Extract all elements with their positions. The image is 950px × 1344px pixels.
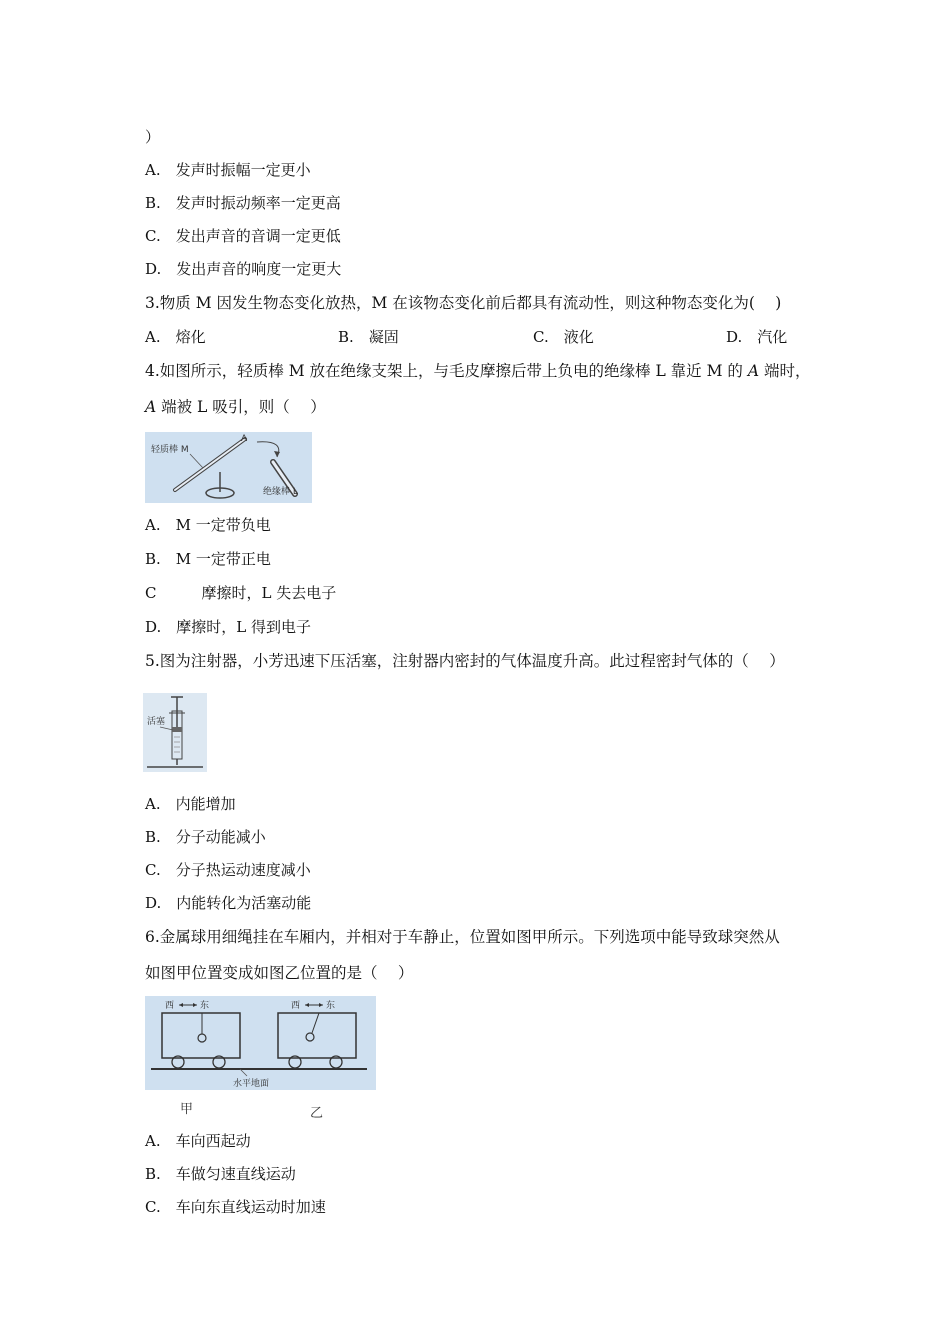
- q4-stem-1-post: 端时，: [759, 362, 811, 380]
- q4-option-b: B. M 一定带正电: [145, 550, 271, 568]
- q4-stem-2-post: 端被 L 吸引，则（ ）: [156, 398, 326, 416]
- q4-stem-line-1: [145, 361, 810, 381]
- q4-figure-label-l: [263, 485, 298, 497]
- q5-stem: 5.图为注射器，小芳迅速下压活塞，注射器内密封的气体温度升高。此过程密封气体的（ ）: [145, 652, 785, 670]
- q4-figure-label-m: [151, 443, 189, 455]
- svg-text:活塞: 活塞: [147, 717, 166, 727]
- q2-option-b: B. 发声时振动频率一定更高: [145, 194, 341, 212]
- q5-option-d: D. 内能转化为活塞动能: [145, 894, 312, 912]
- q5-figure-label-piston: [147, 715, 165, 727]
- svg-text:A: A: [241, 434, 248, 444]
- q6-stem-line-1: 6.金属球用细绳挂在车厢内，并相对于车静止，位置如图甲所示。下列选项中能导致球突然从: [145, 928, 780, 946]
- q6-option-c: C. 车向东直线运动时加速: [145, 1198, 326, 1216]
- svg-text:东: 东: [200, 1001, 210, 1011]
- q4-option-a: A. M 一定带负电: [145, 516, 271, 534]
- q6-figure-west-label-jia: [165, 1000, 174, 1011]
- q4-figure-label-a: [241, 434, 248, 444]
- q3-option-a: A. 熔化: [145, 328, 206, 346]
- q6-stem-line-2: 如图甲位置变成如图乙位置的是（ ）: [145, 964, 414, 982]
- svg-text:绝缘棒 L: 绝缘棒 L: [263, 487, 298, 497]
- q5-option-b: B. 分子动能减小: [145, 828, 266, 846]
- q2-stem-continuation: ）: [145, 128, 161, 146]
- q4-option-d: D. 摩擦时，L 得到电子: [145, 618, 311, 636]
- svg-text:西: 西: [291, 1001, 301, 1011]
- q6-option-b: B. 车做匀速直线运动: [145, 1165, 296, 1183]
- q2-option-d: D. 发出声音的响度一定更大: [145, 260, 342, 278]
- q4-stem-line-2: [145, 397, 326, 417]
- q5-option-c: C. 分子热运动速度减小: [145, 861, 311, 879]
- q6-figure-ground-label: [233, 1077, 269, 1089]
- q6-cart-figure: [145, 996, 376, 1090]
- q6-label-yi: 乙: [310, 1106, 324, 1121]
- q4-figure: [145, 432, 312, 503]
- svg-text:东: 东: [326, 1001, 336, 1011]
- q6-figure-east-label-yi: [326, 999, 335, 1011]
- q4-stem-1-end-a: A: [747, 362, 760, 380]
- q6-figure-west-label-yi: [291, 1000, 300, 1011]
- q4-option-c: C 摩擦时，L 失去电子: [145, 584, 337, 602]
- q3-option-c: C. 液化: [533, 328, 594, 346]
- svg-text:轻质棒 M: 轻质棒 M: [151, 445, 189, 455]
- q5-syringe-figure: [143, 693, 207, 772]
- q2-option-a: A. 发声时振幅一定更小: [145, 161, 311, 179]
- q2-option-c: C. 发出声音的音调一定更低: [145, 227, 341, 245]
- svg-text:水平地面: 水平地面: [233, 1079, 270, 1089]
- q6-figure-east-label-jia: [200, 999, 209, 1011]
- q3-option-b: B. 凝固: [338, 328, 399, 346]
- q4-stem-2-end-a: A: [145, 398, 157, 416]
- q4-stem-1-pre: 4.如图所示，轻质棒 M 放在绝缘支架上，与毛皮摩擦后带上负电的绝缘棒 L 靠近 M 的: [145, 362, 748, 380]
- q6-option-a: A. 车向西起动: [145, 1132, 251, 1150]
- q6-label-jia: 甲: [180, 1102, 194, 1117]
- q3-option-d: D. 汽化: [726, 328, 788, 346]
- q5-option-a: A. 内能增加: [145, 795, 236, 813]
- q3-stem: 3.物质 M 因发生物态变化放热，M 在该物态变化前后都具有流动性，则这种物态变化为( ): [145, 294, 782, 312]
- svg-text:西: 西: [165, 1001, 175, 1011]
